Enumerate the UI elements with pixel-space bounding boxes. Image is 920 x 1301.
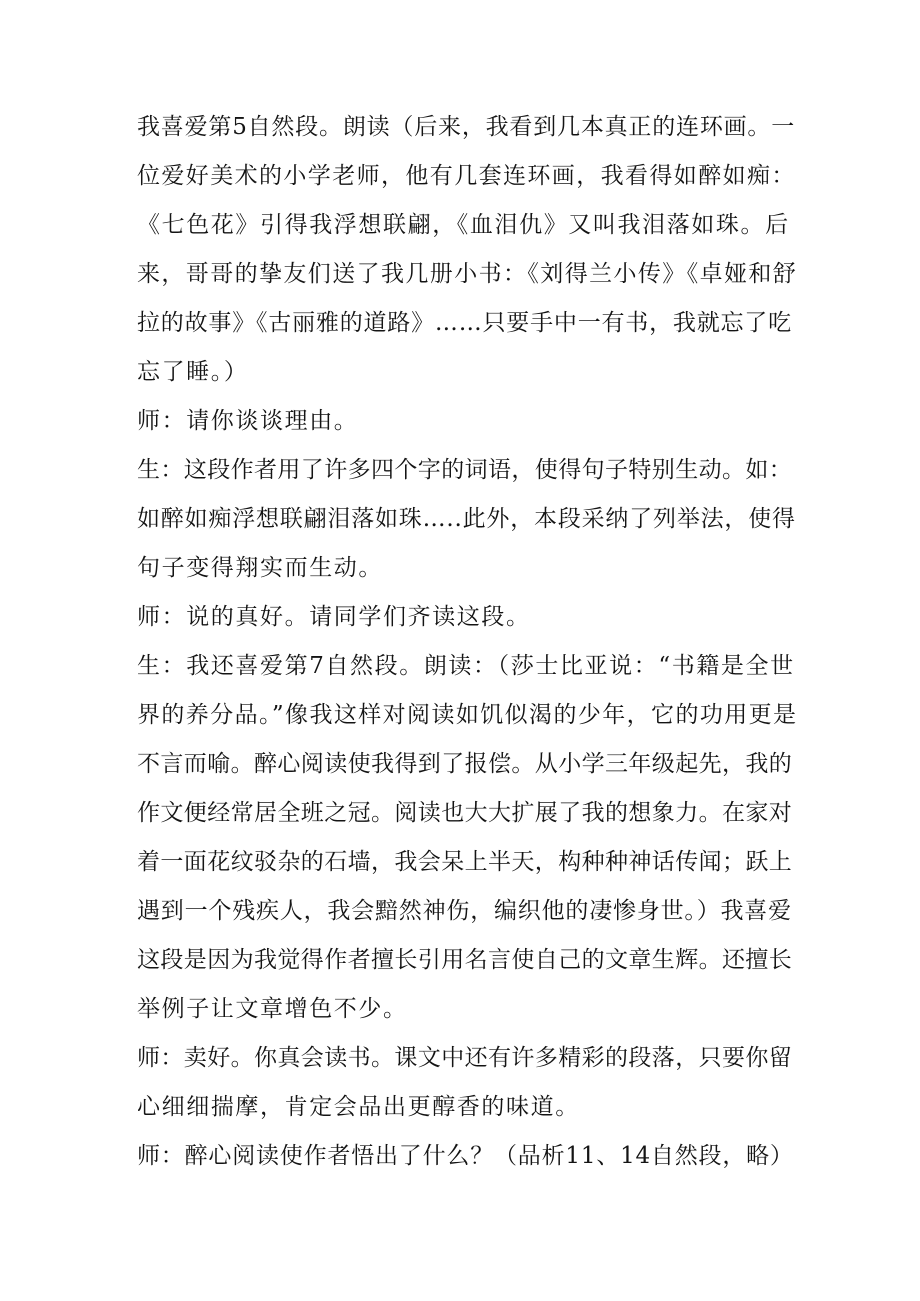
text-line: 师：醉心阅读使作者悟出了什么？（品析11、14自然段，略）: [137, 1143, 794, 1169]
text-line: 来，哥哥的挚友们送了我几册小书：《刘得兰小传》《卓娅和舒: [137, 261, 798, 287]
text-line: 界的养分品。”像我这样对阅读如饥似渴的少年，它的功用更是: [137, 702, 798, 728]
text-line: 师：卖好。你真会读书。课文中还有许多精彩的段落，只要你留: [137, 1045, 793, 1071]
text-line: 心细细揣摩，肯定会品出更醇香的味道。: [137, 1094, 580, 1120]
text-line: 我喜爱第5自然段。朗读（后来，我看到几本真正的连环画。一: [137, 114, 796, 140]
text-line: 生：这段作者用了许多四个字的词语，使得句子特别生动。如：: [137, 457, 793, 483]
text-line: 句子变得翔实而生动。: [137, 555, 383, 581]
text-line: 忘了睡。）: [137, 359, 249, 385]
text-line: 举例子让文章增色不少。: [137, 996, 408, 1022]
text-line: 这段是因为我觉得作者擅长引用名言使自己的文章生辉。还擅长: [137, 947, 793, 973]
text-line: 位爱好美术的小学老师，他有几套连环画，我看得如醉如痴：: [137, 163, 796, 189]
text-line: 着一面花纹驳杂的石墙，我会呆上半天，构种种神话传闻；跃上: [137, 849, 793, 875]
text-line: 师：请你谈谈理由。: [137, 408, 359, 434]
text-line: 如醉如痴浮想联翩泪落如珠…..此外，本段采纳了列举法，使得: [137, 506, 796, 532]
text-line: 拉的故事》《古丽雅的道路》……只要手中一有书，我就忘了吃: [137, 310, 792, 336]
text-line: 遇到一个残疾人，我会黯然神伤，编织他的凄惨身世。）我喜爱: [137, 898, 792, 924]
text-line: 作文便经常居全班之冠。阅读也大大扩展了我的想象力。在家对: [137, 800, 793, 826]
text-line: 师：说的真好。请同学们齐读这段。: [137, 604, 531, 630]
text-line: 生：我还喜爱第7自然段。朗读：（莎士比亚说：“书籍是全世: [137, 653, 795, 679]
text-line: 《七色花》引得我浮想联翩，《血泪仇》又叫我泪落如珠。后: [137, 212, 790, 238]
text-line: 不言而喻。醉心阅读使我得到了报偿。从小学三年级起先，我的: [137, 751, 793, 777]
